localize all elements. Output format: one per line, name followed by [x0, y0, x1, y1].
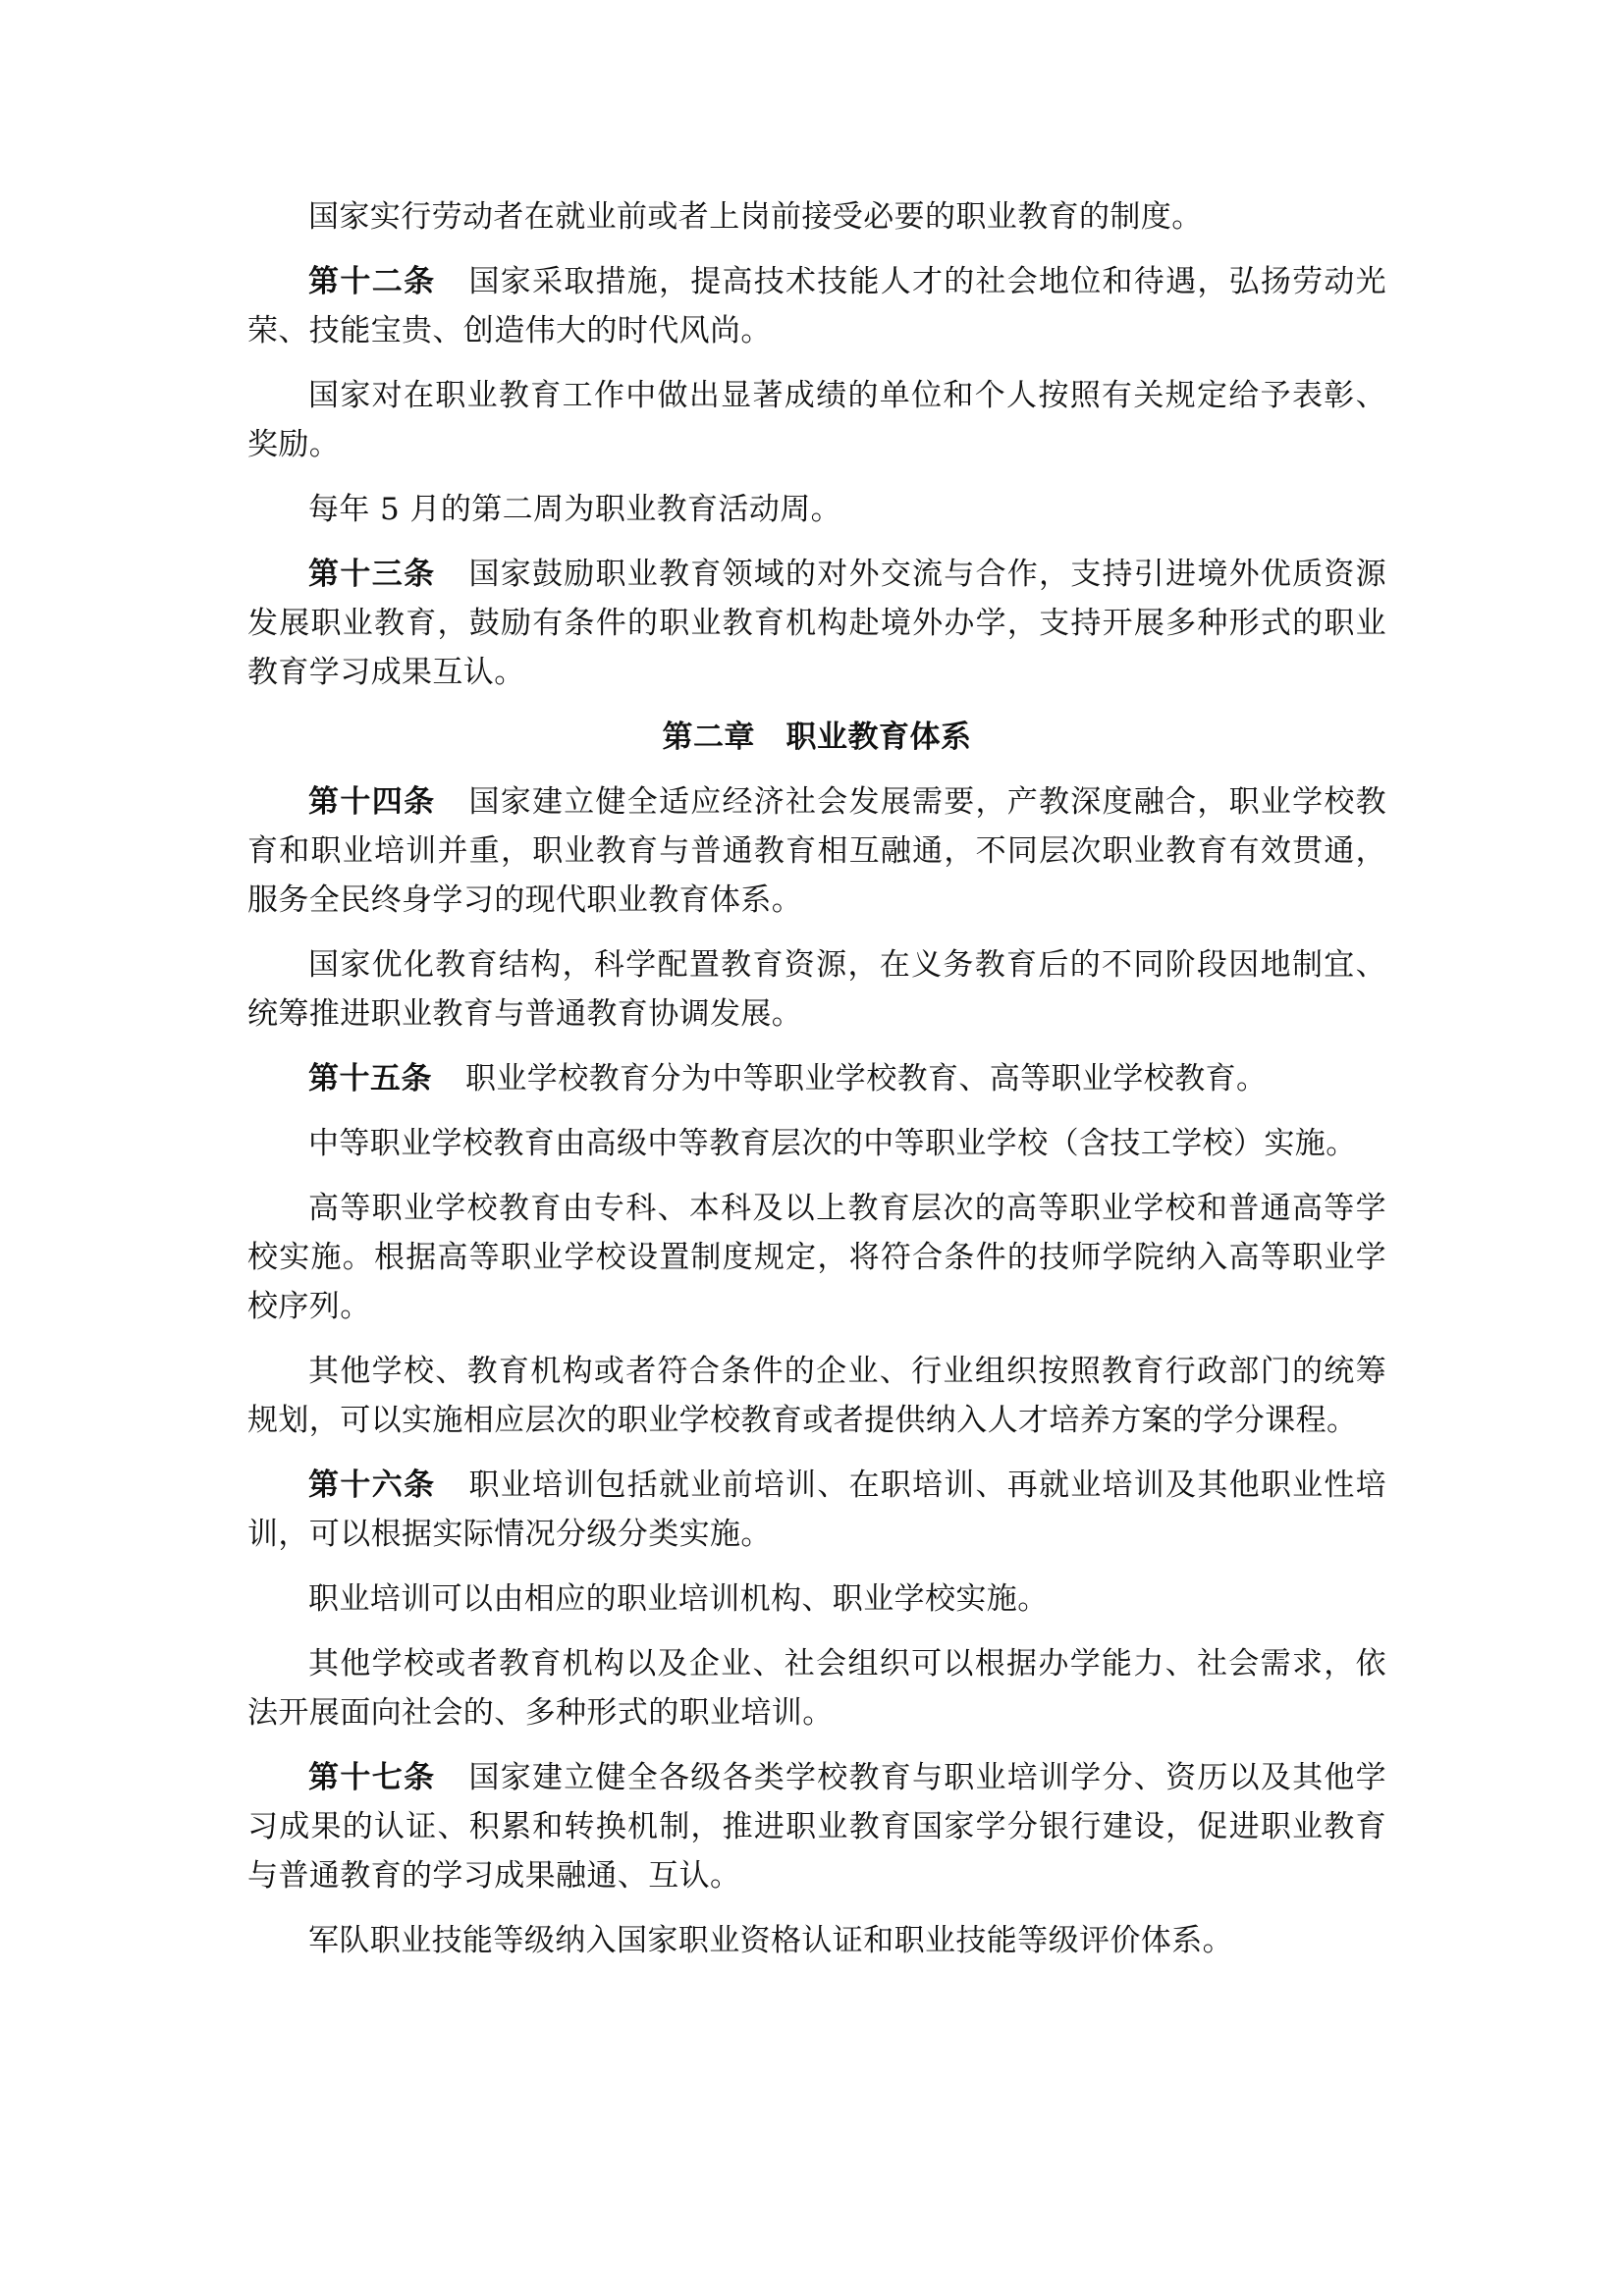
paragraph [247, 1119, 1386, 1168]
paragraph-text: 国家建立健全适应经济社会发展需要，产教深度融合，职业学校教育和职业培训并重，职业教育与普通教育相互融通，不同层次职业教育有效贯通，服务全民终身学习的现代职业教育体系。 [247, 784, 1387, 918]
paragraph [247, 940, 1386, 1039]
article-paragraph [247, 1461, 1386, 1559]
paragraph [247, 371, 1386, 469]
paragraph-text: 中等职业学校教育由高级中等教育层次的中等职业学校（含技工学校）实施。 [308, 1126, 1357, 1161]
paragraph-text: 国家实行劳动者在就业前或者上岗前接受必要的职业教育的制度。 [308, 199, 1203, 235]
article-number: 第十二条 [308, 264, 436, 299]
article-paragraph [247, 777, 1386, 925]
article-number: 第十四条 [308, 784, 436, 820]
article-number: 第十七条 [308, 1760, 436, 1795]
paragraph-text: 职业培训包括就业前培训、在职培训、再就业培训及其他职业性培训，可以根据实际情况分级分类实施。 [247, 1468, 1387, 1552]
paragraph-text: 军队职业技能等级纳入国家职业资格认证和职业技能等级评价体系。 [308, 1923, 1233, 1958]
paragraph-text: 职业培训可以由相应的职业培训机构、职业学校实施。 [308, 1581, 1049, 1617]
article-paragraph [247, 1054, 1386, 1103]
chapter-heading: 第二章 职业教育体系 [662, 720, 972, 755]
paragraph-text: 每年 5 月的第二周为职业教育活动周。 [308, 492, 842, 527]
paragraph-text: 职业学校教育分为中等职业学校教育、高等职业学校教育。 [465, 1061, 1268, 1096]
paragraph-text: 国家对在职业教育工作中做出显著成绩的单位和个人按照有关规定给予表彰、奖励。 [247, 378, 1386, 462]
paragraph-text: 国家鼓励职业教育领域的对外交流与合作，支持引进境外优质资源发展职业教育，鼓励有条件的职业教育机构赴境外办学，支持开展多种形式的职业教育学习成果互认。 [247, 557, 1387, 690]
paragraph-text: 高等职业学校教育由专科、本科及以上教育层次的高等职业学校和普通高等学校实施。根据高等职业学校设置制度规定，将符合条件的技师学院纳入高等职业学校序列。 [247, 1191, 1386, 1324]
paragraph-text: 国家采取措施，提高技术技能人才的社会地位和待遇，弘扬劳动光荣、技能宝贵、创造伟大的时代风尚。 [247, 264, 1387, 348]
paragraph [247, 192, 1386, 241]
paragraph [247, 1639, 1386, 1737]
paragraph [247, 1184, 1386, 1331]
paragraph-text: 其他学校、教育机构或者符合条件的企业、行业组织按照教育行政部门的统筹规划，可以实施相应层次的职业学校教育或者提供纳入人才培养方案的学分课程。 [247, 1354, 1386, 1438]
paragraph [247, 1347, 1386, 1445]
article-number: 第十六条 [308, 1468, 436, 1503]
paragraph-text: 国家建立健全各级各类学校教育与职业培训学分、资历以及其他学习成果的认证、积累和转换机制，推进职业教育国家学分银行建设，促进职业教育与普通教育的学习成果融通、互认。 [247, 1760, 1387, 1894]
paragraph-text: 其他学校或者教育机构以及企业、社会组织可以根据办学能力、社会需求，依法开展面向社会的、多种形式的职业培训。 [247, 1646, 1386, 1731]
article-paragraph [247, 257, 1386, 355]
paragraph [247, 1575, 1386, 1624]
article-paragraph [247, 550, 1386, 697]
article-number: 第十三条 [308, 557, 436, 592]
paragraph-text: 国家优化教育结构，科学配置教育资源，在义务教育后的不同阶段因地制宜、统筹推进职业教育与普通教育协调发展。 [247, 947, 1386, 1032]
document-page [247, 192, 1386, 1981]
paragraph [247, 485, 1386, 534]
paragraph [247, 1916, 1386, 1965]
article-paragraph [247, 1753, 1386, 1900]
article-number: 第十五条 [308, 1061, 432, 1096]
